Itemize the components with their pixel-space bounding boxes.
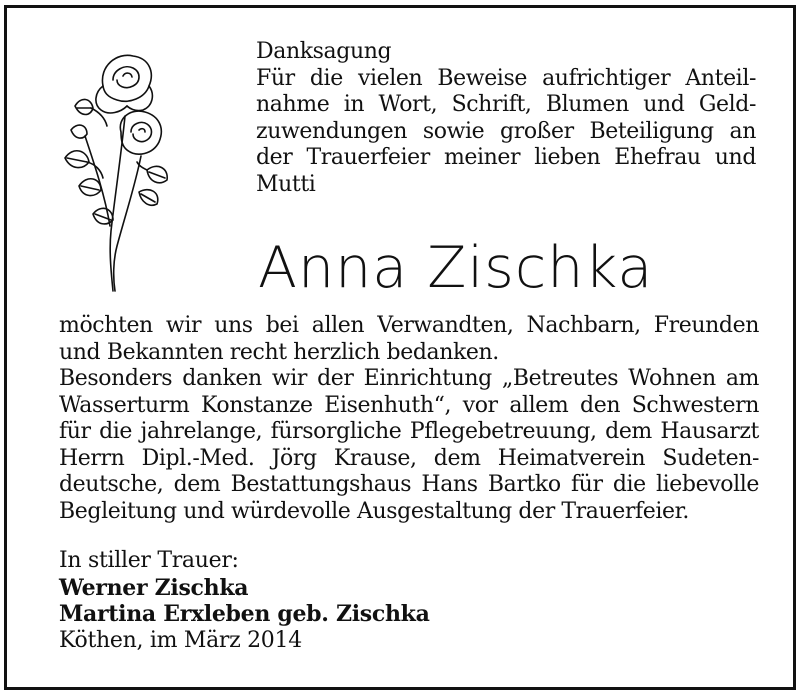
rose-icon <box>55 46 175 296</box>
body-line: möchten wir uns bei allen Verwandten, Nachbarn, Freunden <box>59 313 759 338</box>
obituary-notice <box>4 5 796 690</box>
intro-line: Mutti <box>256 171 316 197</box>
body-line: Begleitung und würdevolle Ausgestaltung der Trauerfeier. <box>59 498 689 524</box>
signature-block <box>59 548 559 654</box>
signer-name: Werner Zischka <box>59 574 249 601</box>
mourning-label: In stiller Trauer: <box>59 548 239 573</box>
body-line: deutsche, dem Bestattungshaus Hans Bartko für die liebevolle <box>59 472 759 497</box>
place-date: Köthen, im März 2014 <box>59 627 302 653</box>
intro-line: zuwendungen sowie großer Beteiligung an <box>256 118 756 144</box>
body-line: Besonders danken wir der Einrichtung „Betreutes Wohnen am <box>59 366 759 391</box>
signer-name: Martina Erxleben geb. Zischka <box>59 601 430 627</box>
intro-line: nahme in Wort, Schrift, Blumen und Geld- <box>256 92 756 117</box>
body-line: und Bekannten recht herzlich bedanken. <box>59 339 499 365</box>
intro-line: der Trauerfeier meiner lieben Ehefrau und <box>256 145 756 170</box>
body-line: Wasserturm Konstanze Eisenhuth“, vor allem den Schwestern <box>59 392 759 418</box>
body-line: für die jahrelange, fürsorgliche Pflegebetreuung, dem Hausarzt <box>59 419 759 444</box>
notice-heading: Danksagung <box>256 39 392 64</box>
thanks-intro <box>256 39 756 198</box>
deceased-name: Anna Zischka <box>258 235 654 301</box>
intro-line: Für die vielen Beweise aufrichtiger Anteil- <box>256 65 756 91</box>
body-line: Herrn Dipl.-Med. Jörg Krause, dem Heimatverein Sudeten- <box>59 445 759 471</box>
thanks-body <box>59 313 759 525</box>
